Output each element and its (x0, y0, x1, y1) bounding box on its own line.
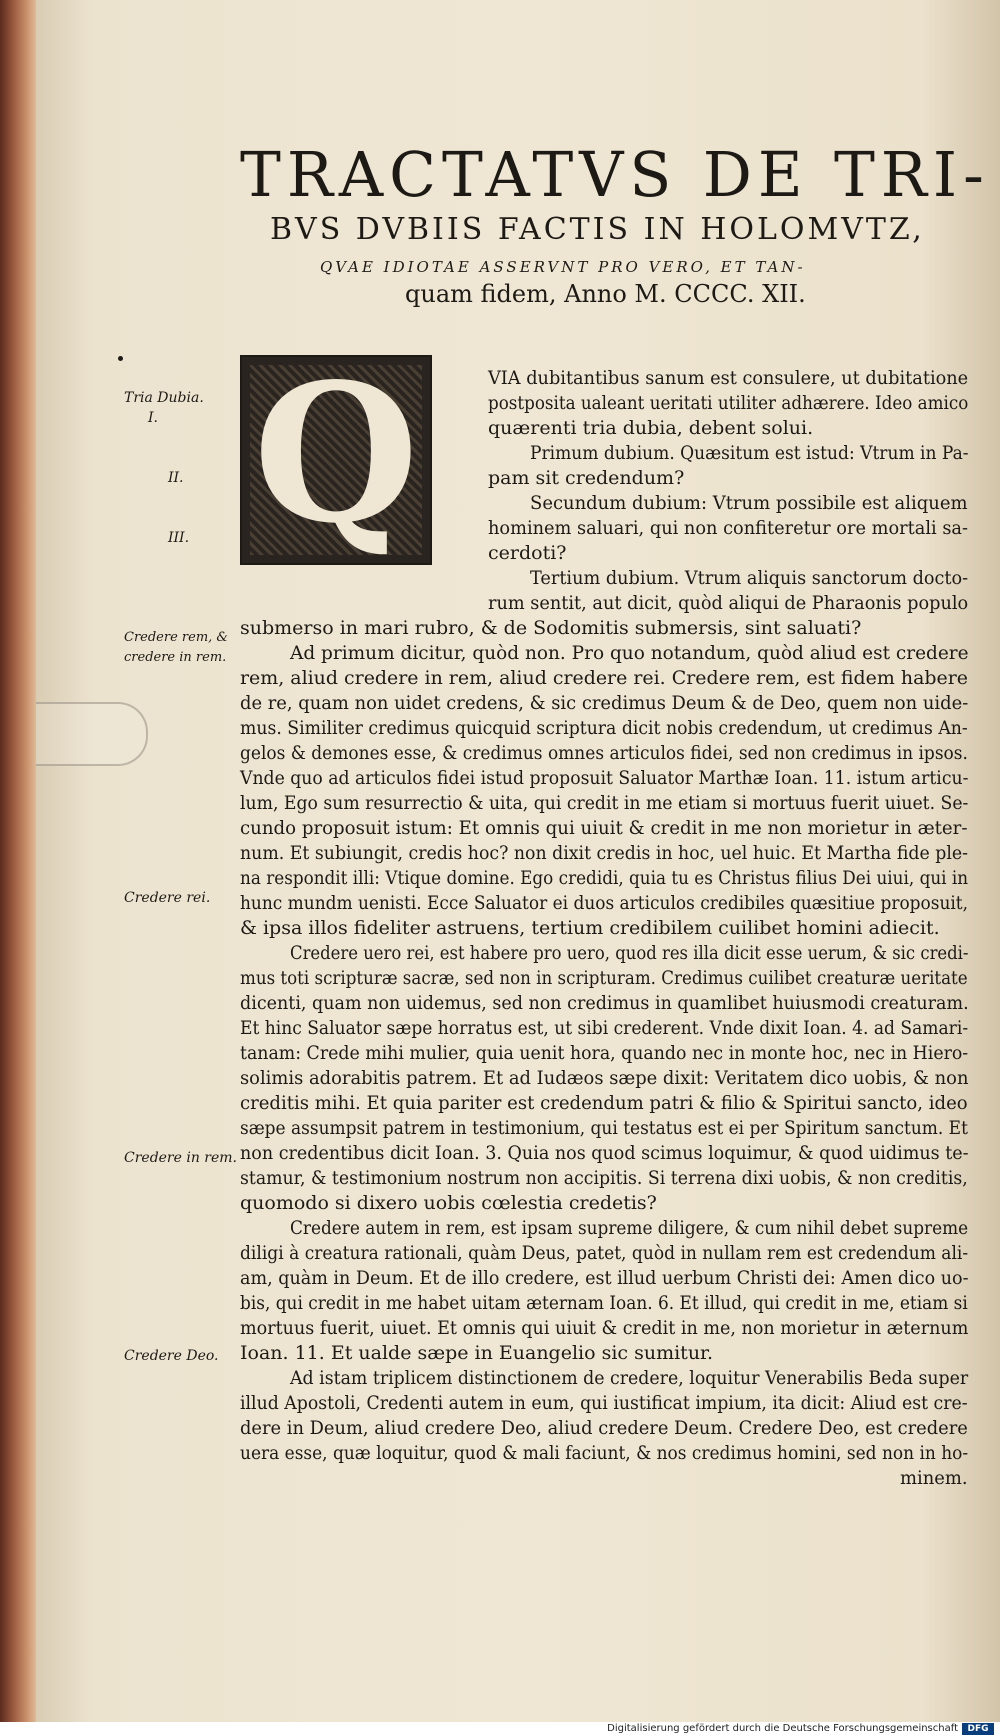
margin-note: Credere in rem. (124, 1150, 238, 1166)
text-line: Ioan. 11. Et ualde sæpe in Euangelio sic sumitur. (240, 1342, 714, 1364)
book-edge (0, 0, 38, 1736)
text-line: Ad primum dicitur, quòd non. Pro quo notandum, quòd aliud est credere (290, 642, 969, 664)
text-line: minem. (900, 1467, 968, 1489)
text-line: sæpe assumpsit patrem in testimonium, qui testatus est ei per Spiritum sanctum. Et (240, 1117, 968, 1139)
text-line: num. Et subiungit, credis hoc? non dixit credis in hoc, uel huic. Et Martha fide ple- (240, 842, 969, 864)
text-line: mus. Similiter credimus quicquid scriptura dicit nobis credendum, ut credimus An- (240, 717, 968, 739)
margin-note: Credere rei. (124, 890, 211, 906)
title-line-1: TRACTATVS DE TRI- (240, 138, 990, 211)
text-line: dicenti, quam non uidemus, sed non credimus in quamlibet huiusmodi creaturam. (240, 992, 969, 1014)
text-line: gelos & demones esse, & credimus omnes articulos fidei, sed non credimus in ipsos. (240, 742, 968, 764)
paper-clip-shadow (36, 702, 148, 766)
text-line: mus toti scripturæ sacræ, sed non in scripturam. Credimus cuilibet creaturæ ueritate (240, 967, 968, 989)
text-line: VIA dubitantibus sanum est consulere, ut dubitatione (488, 367, 969, 389)
text-line: stamur, & testimonium nostrum non accipitis. Si terrena dixi uobis, & non creditis, (240, 1167, 968, 1189)
title-line-3: QVAE IDIOTAE ASSERVNT PRO VERO, ET TAN- (320, 258, 806, 276)
text-line: Tertium dubium. Vtrum aliquis sanctorum docto- (530, 567, 969, 589)
text-line: hominem saluari, qui non confiteretur ore mortali sa- (488, 517, 969, 539)
margin-dot (118, 356, 123, 361)
text-line: uera esse, quæ loquitur, quod & mali faciunt, & nos credimus homini, sed non in ho- (240, 1442, 969, 1464)
title-line-2: BVS DVBIIS FACTIS IN HOLOMVTZ, (270, 212, 925, 247)
text-line: bis, qui credit in me habet uitam æternam Ioan. 6. Et illud, qui credit in me, etiam si (240, 1292, 968, 1314)
decorated-initial (240, 342, 432, 565)
text-line: Et hinc Saluator sæpe horratus est, ut sibi crederent. Vnde dixit Ioan. 4. ad Samari- (240, 1017, 969, 1039)
text-line: Credere autem in rem, est ipsam supreme diligere, & cum nihil debet supreme (290, 1217, 969, 1239)
margin-note: Credere Deo. (124, 1348, 219, 1364)
text-line: quomodo si dixero uobis cœlestia credetis? (240, 1192, 657, 1214)
text-line: postposita ualeant ueritati utiliter adhærere. Ideo amico (488, 392, 969, 414)
margin-note: Tria Dubia. (124, 390, 204, 406)
text-line: cundo proposuit istum: Et omnis qui uiuit & credit in me non morietur in æter- (240, 817, 968, 839)
text-line: solimis adorabitis patrem. Et ad Iudæos sæpe dixit: Veritatem dico uobis, & non (240, 1067, 969, 1089)
text-line: rum sentit, aut dicit, quòd aliqui de Pharaonis populo (488, 592, 969, 614)
text-line: hunc mundm uenisti. Ecce Saluator ei duos articulos credibiles quæsitiue proposuit, (240, 892, 969, 914)
text-line: & ipsa illos fideliter astruens, tertium credibilem cuilibet homini adiecit. (240, 917, 940, 939)
text-line: non credentibus dicit Ioan. 3. Quia nos quod scimus loquimur, & quod uidimus te- (240, 1142, 969, 1164)
text-line: mortuus fuerit, uiuet. Et omnis qui uiuit & credit in me, non morietur in æternum (240, 1317, 969, 1339)
dfg-logo: DFG (962, 1723, 994, 1735)
text-line: rem, aliud credere in rem, aliud credere rei. Credere rem, est fidem habere (240, 667, 968, 689)
text-line: Secundum dubium: Vtrum possibile est aliquem (530, 492, 968, 514)
title-line-4: quam fidem, Anno M. CCCC. XII. (405, 280, 806, 308)
margin-note: III. (168, 530, 190, 546)
text-line: submerso in mari rubro, & de Sodomitis submersis, sint saluati? (240, 617, 862, 639)
text-line: tanam: Crede mihi mulier, quia uenit hora, quando nec in monte hoc, nec in Hiero- (240, 1042, 969, 1064)
margin-note: Credere rem, & credere in rem. (124, 630, 228, 665)
text-line: cerdoti? (488, 542, 567, 564)
text-line: quærenti tria dubia, debent solui. (488, 417, 814, 439)
text-line: Vnde quo ad articulos fidei istud proposuit Saluator Marthæ Ioan. 11. istum articu- (240, 767, 969, 789)
text-line: Primum dubium. Quæsitum est istud: Vtrum in Pa- (530, 442, 969, 464)
text-line: Ad istam triplicem distinctionem de credere, loquitur Venerabilis Beda super (290, 1367, 969, 1389)
text-line: am, quàm in Deum. Et de illo credere, est illud uerbum Christi dei: Amen dico uo- (240, 1267, 969, 1289)
text-line: na respondit illi: Vtique domine. Ego credidi, quia tu es Christus filius Dei uiui, qui in (240, 867, 969, 889)
margin-note: I. (148, 410, 158, 426)
text-line: lum, Ego sum resurrectio & uita, qui credit in me etiam si mortuus fuerit uiuet. Se- (240, 792, 969, 814)
text-line: Credere uero rei, est habere pro uero, quod res illa dicit esse uerum, & sic credi- (290, 942, 969, 964)
text-line: illud Apostoli, Credenti autem in eum, qui iustificat impium, ita dicit: Aliud est cre- (240, 1392, 968, 1414)
text-line: diligi à creatura rationali, quàm Deus, patet, quòd in nullam rem est credendum ali- (240, 1242, 969, 1264)
text-line: creditis mihi. Et quia pariter est credendum patri & filio & Spiritui sancto, ideo (240, 1092, 968, 1114)
footer-credit: Digitalisierung gefördert durch die Deutsche Forschungsgemeinschaft (607, 1723, 958, 1734)
margin-note: II. (168, 470, 184, 486)
text-line: dere in Deum, aliud credere Deo, aliud credere Deum. Credere Deo, est credere (240, 1417, 968, 1439)
text-line: de re, quam non uidet credens, & sic credimus Deum & de Deo, quem non uide- (240, 692, 969, 714)
initial-letter: Q (253, 342, 419, 565)
text-line: pam sit credendum? (488, 467, 685, 489)
